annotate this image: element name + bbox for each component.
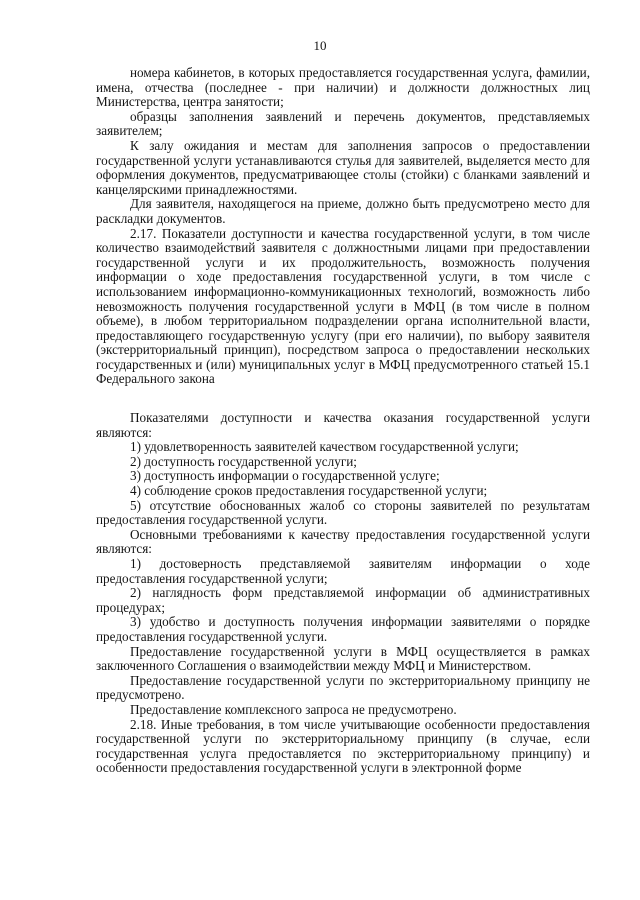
- paragraph-indicators-intro: Показателями доступности и качества оказания государственной услуги являются:: [96, 410, 590, 440]
- paragraph-waiting-hall: К залу ожидания и местам для заполнения запросов о предоставлении государственной услуги устанавливаются стулья для заявителей, выделяется место для оформления документов, предусматривающее столы (стойки) с бланками заявлений и канцелярскими принадлежностями.: [96, 137, 590, 197]
- list-item-requirement-2: 2) наглядность форм представляемой информации об административных процедурах;: [96, 585, 590, 615]
- list-item-indicator-3: 3) доступность информации о государственной услуге;: [130, 468, 440, 484]
- paragraph-section-2-17: 2.17. Показатели доступности и качества государственной услуги, в том числе количество взаимодействий заявителя с должностными лицами при предоставлении государственной услуги и их продолжительность, возможность получения информации о ходе предоставления государственной услуги, в том числе с использованием информационно-коммуникационных технологий, возможность либо невозможность получения государственной услуги в МФЦ (в том числе в полном объеме), в любом территориальном подразделении органа исполнительной власти, предоставляющего государственную услугу (при его наличии), по выбору заявителя (экстерриториальный принцип), посредством запроса о предоставлении нескольких государственных и (или) муниципальных услуг в МФЦ предусмотренного статьей 15.1 Федерального закона: [96, 225, 590, 387]
- paragraph-office-numbers: номера кабинетов, в которых предоставляется государственная услуга, фамилии, имена, отчества (последнее - при наличии) и должности должностных лиц Министерства, центра занятости;: [96, 65, 590, 110]
- list-item-indicator-1: 1) удовлетворенность заявителей качеством государственной услуги;: [130, 439, 519, 455]
- list-item-requirement-3: 3) удобство и доступность получения информации заявителями о порядке предоставления государственной услуги.: [96, 614, 590, 644]
- paragraph-mfc-agreement: Предоставление государственной услуги в МФЦ осуществляется в рамках заключенного Соглашения о взаимодействии между МФЦ и Министерством.: [96, 643, 590, 674]
- paragraph-section-2-18: 2.18. Иные требования, в том числе учитывающие особенности предоставления государственной услуги по экстерриториальному принципу (в случае, если государственная услуга предоставляется по экстерриториальному принципу) и особенности предоставления государственной услуги в электронной форме: [96, 716, 590, 776]
- paragraph-form-samples: образцы заполнения заявлений и перечень документов, представляемых заявителем;: [96, 108, 590, 139]
- paragraph-requirements-intro: Основными требованиями к качеству предоставления государственной услуги являются:: [96, 526, 590, 557]
- list-item-indicator-5: 5) отсутствие обоснованных жалоб со стороны заявителей по результатам предоставления государственной услуги.: [96, 497, 590, 528]
- paragraph-exterritorial: Предоставление государственной услуги по экстерриториальному принципу не предусмотрено.: [96, 672, 590, 703]
- list-item-indicator-2: 2) доступность государственной услуги;: [130, 453, 357, 469]
- page-number: 10: [313, 38, 327, 53]
- list-item-requirement-1: 1) достоверность представляемой заявителям информации о ходе предоставления государственной услуги;: [96, 556, 590, 586]
- paragraph-complex-request: Предоставление комплексного запроса не предусмотрено.: [130, 701, 457, 717]
- paragraph-document-space: Для заявителя, находящегося на приеме, должно быть предусмотрено место для раскладки документов.: [96, 196, 590, 226]
- document-body: [96, 66, 590, 776]
- list-item-indicator-4: 4) соблюдение сроков предоставления государственной услуги;: [130, 483, 488, 499]
